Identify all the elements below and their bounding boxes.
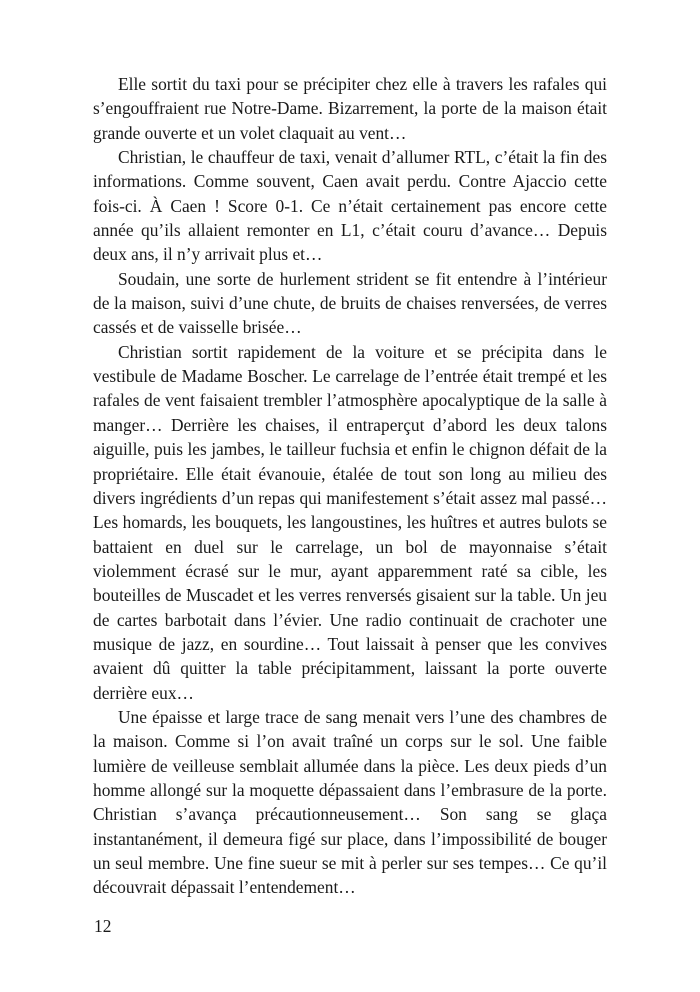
paragraph-2: Christian, le chauffeur de taxi, venait d’allumer RTL, c’était la fin des informations. Comme souvent, Caen avait perdu. Contre Ajaccio cette fois-ci. À Caen ! Score 0-1. Ce n’était certainement pas encore cette année qu’ils allaient remonter en L1, c’était couru d’avance… Depuis deux ans, il n’y arrivait plus et… bbox=[93, 147, 607, 265]
page-number: 12 bbox=[94, 916, 112, 936]
paragraph-1: Elle sortit du taxi pour se précipiter chez elle à travers les rafales qui s’engouffraient rue Notre-Dame. Bizarrement, la porte de la maison était grande ouverte et un volet claquait au vent… bbox=[93, 74, 607, 143]
paragraph-4: Christian sortit rapidement de la voiture et se précipita dans le vestibule de Madame Boscher. Le carrelage de l’entrée était trempé et les rafales de vent faisaient trembler l’atmosphère apocalyptique de la salle à manger… Derrière les chaises, il entraperçut d’abord les deux talons aiguille, puis les jambes, le tailleur fuchsia et enfin le chignon défait de la propriétaire. Elle était évanouie, étalée de tout son long au milieu des divers ingrédients d’un repas qui manifestement s’était assez mal passé… Les homards, les bouquets, les langoustines, les huîtres et autres bulots se battaient en duel sur le carrelage, un bol de mayonnaise s’était violemment écrasé sur le mur, ayant apparemment raté sa cible, les bouteilles de Muscadet et les verres renversés gisaient sur la table. Un jeu de cartes barbotait dans l’évier. Une radio continuait de crachoter une musique de jazz, en sourdine… Tout laissait à penser que les convives avaient dû quitter la table précipitamment, laissant la porte ouverte derrière eux… bbox=[93, 341, 607, 703]
paragraph-3: Soudain, une sorte de hurlement strident se fit entendre à l’intérieur de la maison, suivi d’une chute, de bruits de chaises renversées, de verres cassés et de vaisselle brisée… bbox=[93, 268, 607, 338]
page-body bbox=[93, 72, 607, 900]
paragraph-5: Une épaisse et large trace de sang menait vers l’une des chambres de la maison. Comme si l’on avait traîné un corps sur le sol. Une faible lumière de veilleuse semblait allumée dans la pièce. Les deux pieds d’un homme allongé sur la moquette dépassaient dans l’embrasure de la porte. Christian s’avança précautionneusement… Son sang se glaça instantanément, il demeura figé sur place, dans l’impossibilité de bouger un seul membre. Une fine sueur se mit à perler sur ses tempes… Ce qu’il découvrait dépassait l’entendement… bbox=[93, 706, 607, 898]
